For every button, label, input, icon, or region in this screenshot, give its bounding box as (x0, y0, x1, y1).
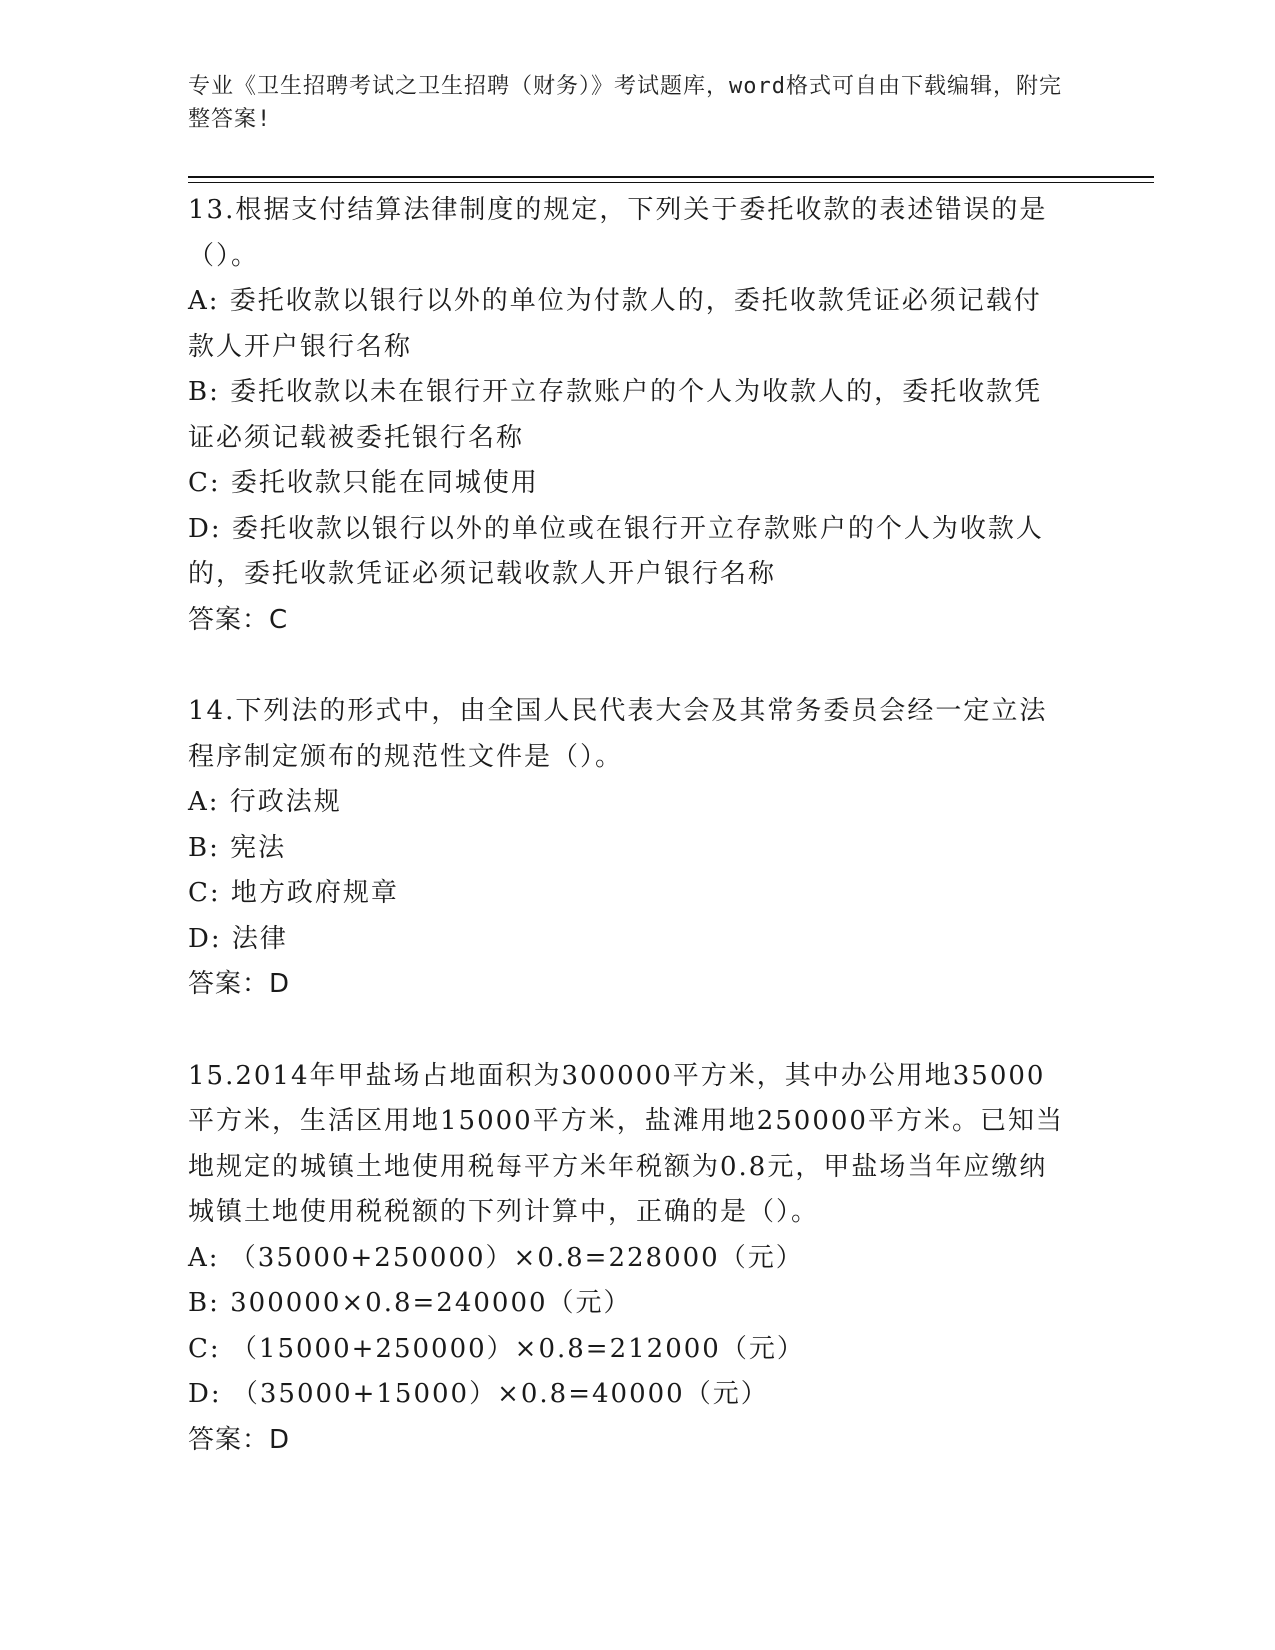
option-d: D: 委托收款以银行以外的单位或在银行开立存款账户的个人为收款人的，委托收款凭证必须记载收款人开户银行名称 (188, 513, 1044, 589)
question-15 (188, 1054, 1068, 1464)
option-c: C: 委托收款只能在同城使用 (188, 468, 539, 498)
question-13 (188, 188, 1068, 643)
question-stem: 14.下列法的形式中，由全国人民代表大会及其常务委员会经一定立法程序制定颁布的规范性文件是（）。 (188, 696, 1048, 772)
option-b: B: 委托收款以未在银行开立存款账户的个人为收款人的，委托收款凭证必须记载被委托银行名称 (188, 377, 1043, 453)
option-d: D: 法律 (188, 923, 288, 954)
option-a: A: 行政法规 (188, 787, 342, 817)
option-a: A: （35000+250000）×0.8=228000（元） (188, 1242, 804, 1273)
question-14 (188, 689, 1068, 1008)
option-c: C: 地方政府规章 (188, 878, 399, 908)
option-c: C: （15000+250000）×0.8=212000（元） (188, 1333, 805, 1364)
header-divider-thick (188, 176, 1154, 178)
answer-line: 答案：D (188, 969, 291, 999)
option-b: B: 宪法 (188, 832, 287, 863)
answer-line: 答案：D (188, 1424, 291, 1455)
answer-line: 答案：C (188, 604, 289, 635)
document-header: 专业《卫生招聘考试之卫生招聘（财务）》考试题库，word格式可自由下载编辑，附完整答案! (188, 74, 1062, 132)
question-spacer (188, 1008, 1068, 1054)
option-d: D: （35000+15000）×0.8=40000（元） (188, 1379, 769, 1409)
question-list (188, 188, 1068, 1463)
option-b: B: 300000×0.8=240000（元） (188, 1288, 632, 1318)
option-a: A: 委托收款以银行以外的单位为付款人的，委托收款凭证必须记载付款人开户银行名称 (188, 286, 1042, 362)
question-stem: 13.根据支付结算法律制度的规定，下列关于委托收款的表述错误的是（）。 (188, 195, 1048, 271)
question-stem: 15.2014年甲盐场占地面积为300000平方米，其中办公用地35000平方米，生活区用地15000平方米，盐滩用地250000平方米。已知当地规定的城镇土地使用税每平方米年税额为0.8元，甲盐场当年应缴纳城镇土地使用税税额的下列计算中，正确的是（）。 (188, 1060, 1064, 1227)
question-spacer (188, 643, 1068, 689)
header-divider-thin (188, 182, 1154, 183)
